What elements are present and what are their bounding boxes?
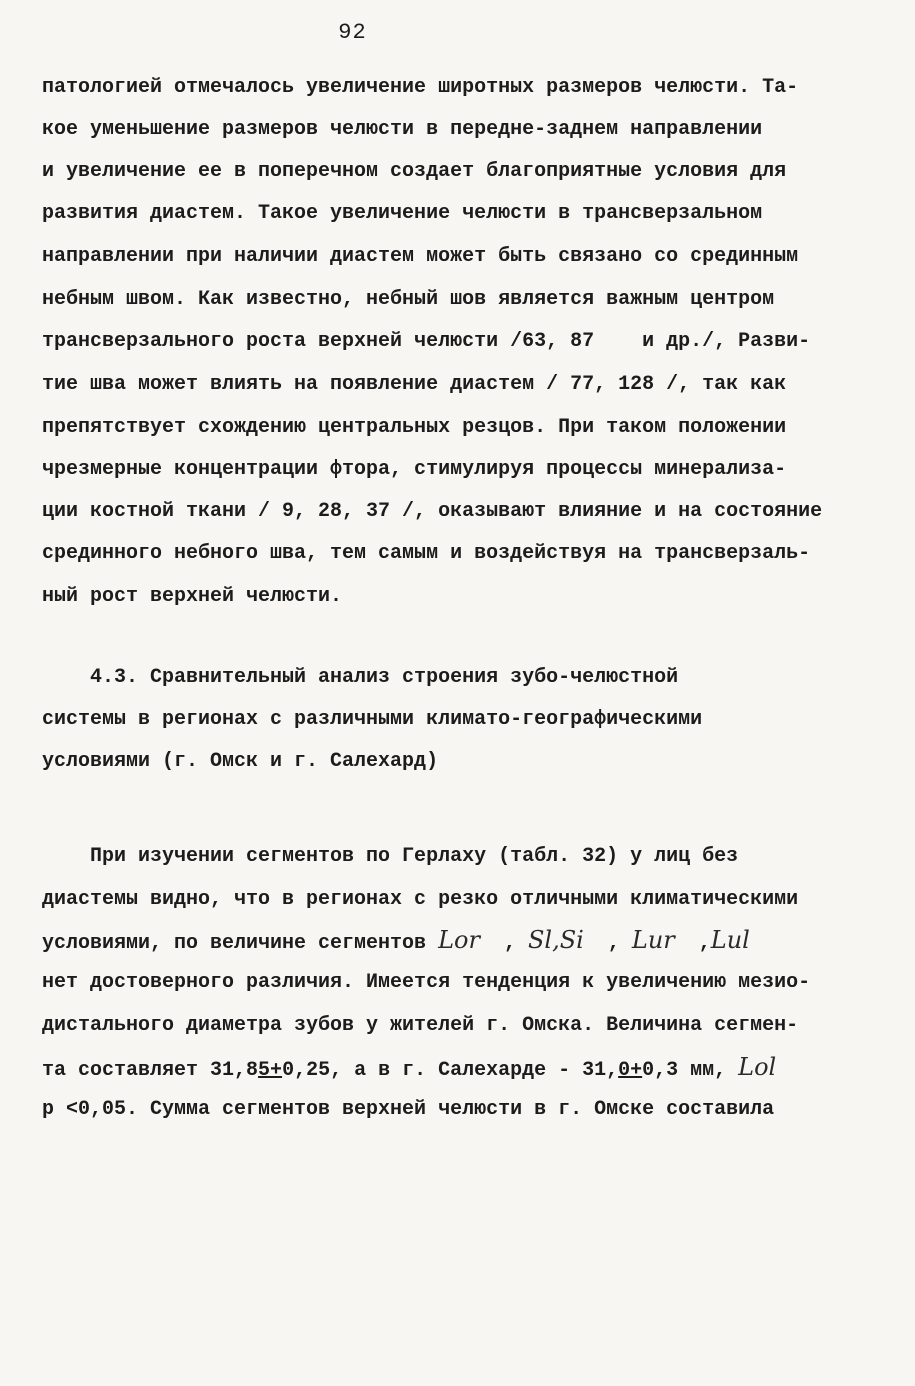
page-number: 92 bbox=[338, 20, 367, 45]
text-line: дистального диаметра зубов у жителей г. Омска. Величина сегмен- bbox=[42, 1014, 799, 1037]
text-line: срединного небного шва, тем самым и воздействуя на трансверзаль- bbox=[42, 542, 811, 565]
section-heading: условиями (г. Омск и г. Салехард) bbox=[42, 750, 439, 773]
handwritten-symbol: Lor bbox=[438, 926, 480, 954]
handwritten-symbol: Lol bbox=[738, 1053, 777, 1081]
underlined-text: 5+ bbox=[258, 1059, 283, 1082]
text-fragment: , bbox=[583, 932, 620, 955]
handwritten-symbol: Lul bbox=[710, 926, 750, 954]
text-line: р <0,05. Сумма сегментов верхней челюсти в г. Омске составила bbox=[42, 1098, 775, 1121]
text-fragment: та составляет 31,8 bbox=[42, 1059, 259, 1082]
text-line: развития диастем. Такое увеличение челюсти в трансверзальном bbox=[42, 202, 763, 225]
underlined-text: 0+ bbox=[618, 1059, 643, 1082]
section-heading: системы в регионах с различными климато-географическими bbox=[42, 708, 703, 731]
text-line: трансверзального роста верхней челюсти /63, 87 и др./, Разви- bbox=[42, 330, 811, 353]
handwritten-symbol: Sl,Si bbox=[527, 926, 584, 954]
text-line: патологией отмечалось увеличение широтных размеров челюсти. Та- bbox=[42, 76, 799, 99]
text-fragment: 0,25, а в г. Салехарде - 31, bbox=[282, 1059, 619, 1082]
text-line: ный рост верхней челюсти. bbox=[42, 585, 343, 608]
text-line: ции костной ткани / 9, 28, 37 /, оказывают влияние и на состояние bbox=[42, 500, 823, 523]
text-fragment: , bbox=[479, 932, 516, 955]
text-line: тие шва может влиять на появление диастем / 77, 128 /, так как bbox=[42, 373, 787, 396]
handwritten-symbol: Lur bbox=[631, 926, 675, 954]
text-line-with-handwriting bbox=[42, 926, 750, 954]
text-line: чрезмерные концентрации фтора, стимулируя процессы минерализа- bbox=[42, 458, 787, 481]
text-line: нет достоверного различия. Имеется тенденция к увеличению мезио- bbox=[42, 971, 811, 994]
text-fragment: 0,3 мм, bbox=[642, 1059, 739, 1082]
text-line: При изучении сегментов по Герлаху (табл. 32) у лиц без bbox=[42, 845, 739, 868]
text-line: направлении при наличии диастем может быть связано со срединным bbox=[42, 245, 799, 268]
section-heading: 4.3. Сравнительный анализ строения зубо-челюстной bbox=[42, 666, 679, 689]
text-fragment: , bbox=[674, 932, 711, 955]
text-line-with-handwriting bbox=[42, 1053, 776, 1081]
text-line: диастемы видно, что в регионах с резко отличными климатическими bbox=[42, 888, 799, 911]
text-line: небным швом. Как известно, небный шов является важным центром bbox=[42, 288, 775, 311]
text-line: и увеличение ее в поперечном создает благоприятные условия для bbox=[42, 160, 787, 183]
text-line: кое уменьшение размеров челюсти в передне-заднем направлении bbox=[42, 118, 763, 141]
text-fragment: условиями, по величине сегментов bbox=[42, 932, 439, 955]
text-line: препятствует схождению центральных резцов. При таком положении bbox=[42, 416, 787, 439]
